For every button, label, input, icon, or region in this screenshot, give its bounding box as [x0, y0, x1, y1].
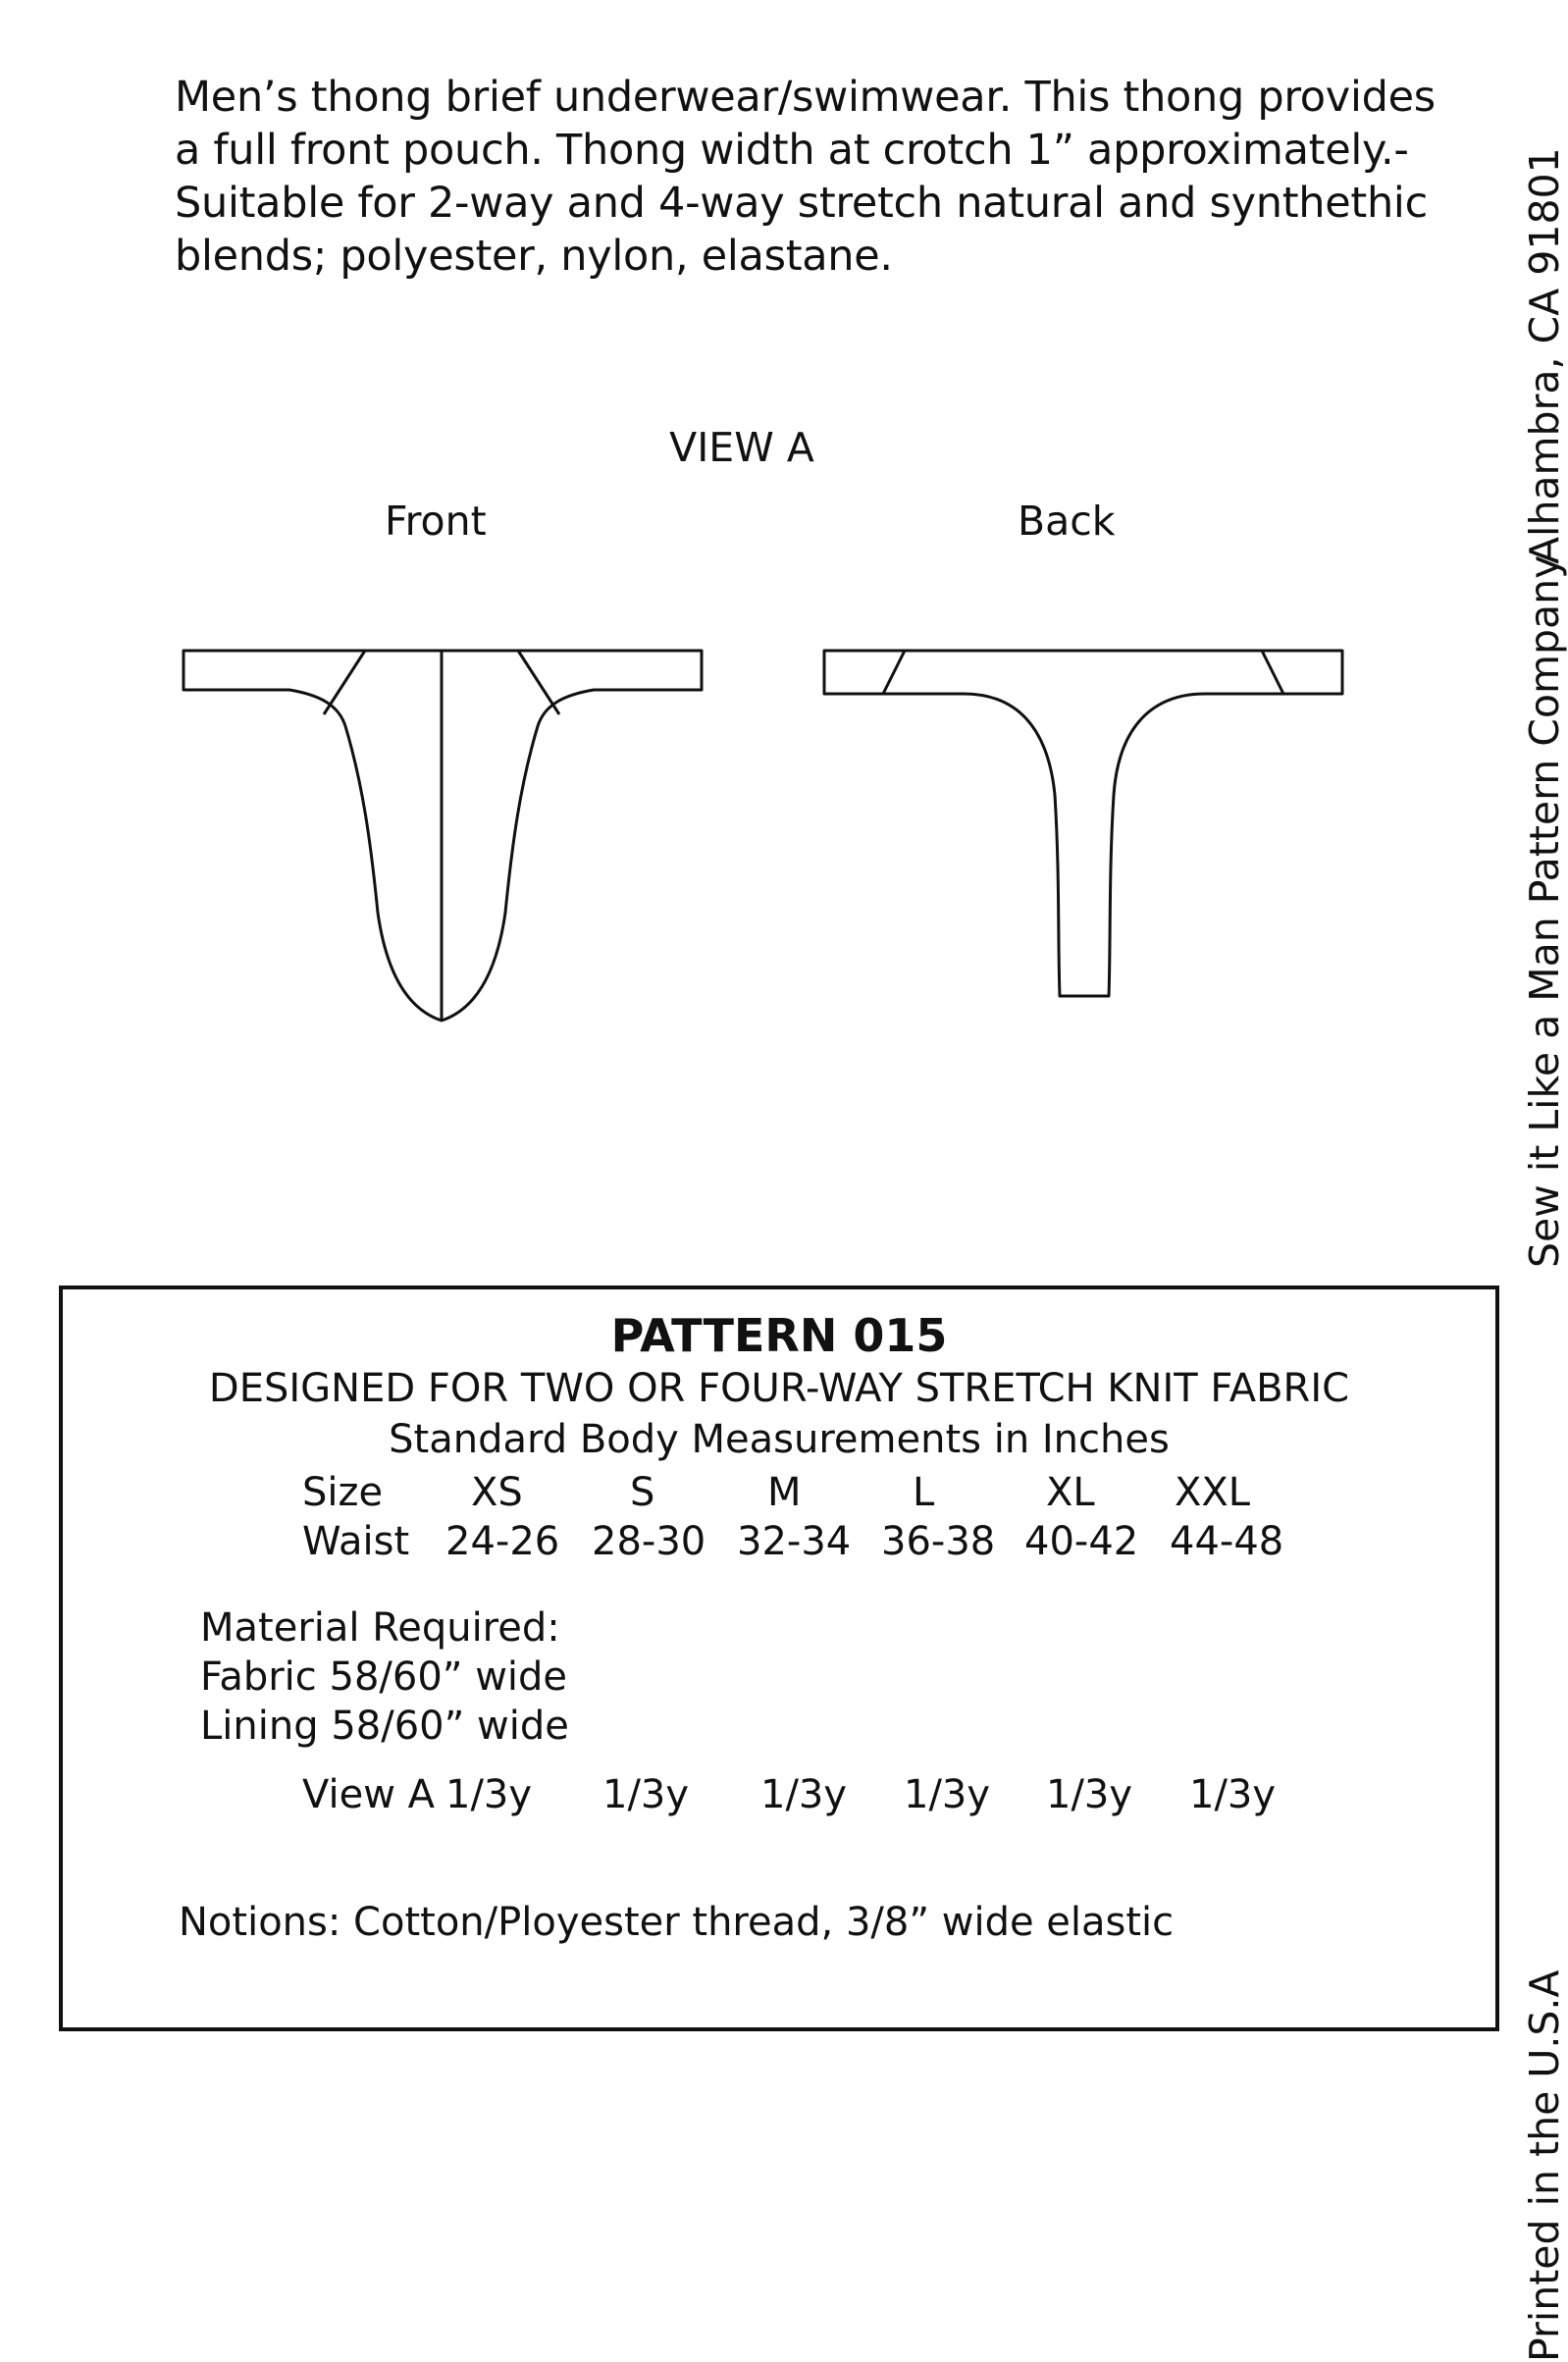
- waist-cell: 32-34: [737, 1519, 852, 1564]
- waist-cell: 36-38: [881, 1519, 996, 1564]
- description-line: blends; polyester, nylon, elastane.: [175, 232, 893, 281]
- company-name: Sew it Like a Man Pattern Company: [1521, 554, 1568, 1268]
- yardage-cell: 1/3y: [904, 1772, 991, 1817]
- yardage-cell: 1/3y: [445, 1772, 533, 1817]
- size-cell: XS: [471, 1470, 523, 1515]
- waist-cell: 44-48: [1170, 1519, 1284, 1564]
- front-label: Front: [385, 498, 487, 545]
- view-a-label: View A: [302, 1772, 435, 1817]
- size-cell: M: [767, 1470, 802, 1515]
- printed-in-text: Printed in the U.S.A: [1521, 1969, 1568, 2362]
- yardage-cell: 1/3y: [1189, 1772, 1277, 1817]
- size-label: Size: [302, 1470, 384, 1515]
- description-line: a full front pouch. Thong width at crotch 1” approximately.-: [175, 126, 1409, 175]
- waist-cell: 24-26: [445, 1519, 560, 1564]
- yardage-cell: 1/3y: [1046, 1772, 1133, 1817]
- size-cell: L: [913, 1470, 935, 1515]
- yardage-cell: 1/3y: [760, 1772, 848, 1817]
- waist-cell: 28-30: [592, 1519, 706, 1564]
- back-view-sketch: [824, 651, 1342, 996]
- waist-label: Waist: [302, 1519, 410, 1564]
- pattern-title: PATTERN 015: [610, 1309, 948, 1362]
- waist-cell: 40-42: [1024, 1519, 1139, 1564]
- size-cell: S: [630, 1470, 655, 1515]
- description-line: Suitable for 2-way and 4-way stretch natural and synthethic: [175, 179, 1428, 228]
- front-view-sketch: [183, 651, 702, 1021]
- notions-text: Notions: Cotton/Ployester thread, 3/8” wide elastic: [179, 1900, 1175, 1945]
- fabric-requirement: Fabric 58/60” wide: [200, 1654, 568, 1700]
- back-label: Back: [1018, 498, 1116, 545]
- pattern-subtitle: DESIGNED FOR TWO OR FOUR-WAY STRETCH KNIT FABRIC: [208, 1366, 1350, 1411]
- size-cell: XXL: [1175, 1470, 1251, 1515]
- description-line: Men’s thong brief underwear/swimwear. This thong provides: [175, 73, 1436, 122]
- address-text: Alhambra, CA 91801: [1521, 147, 1568, 564]
- size-cell: XL: [1046, 1470, 1095, 1515]
- yardage-cell: 1/3y: [602, 1772, 690, 1817]
- view-title: VIEW A: [669, 424, 814, 471]
- material-required-label: Material Required:: [200, 1605, 560, 1651]
- pattern-info-box: [59, 1286, 1499, 2031]
- measurements-title: Standard Body Measurements in Inches: [389, 1417, 1170, 1462]
- lining-requirement: Lining 58/60” wide: [200, 1704, 569, 1749]
